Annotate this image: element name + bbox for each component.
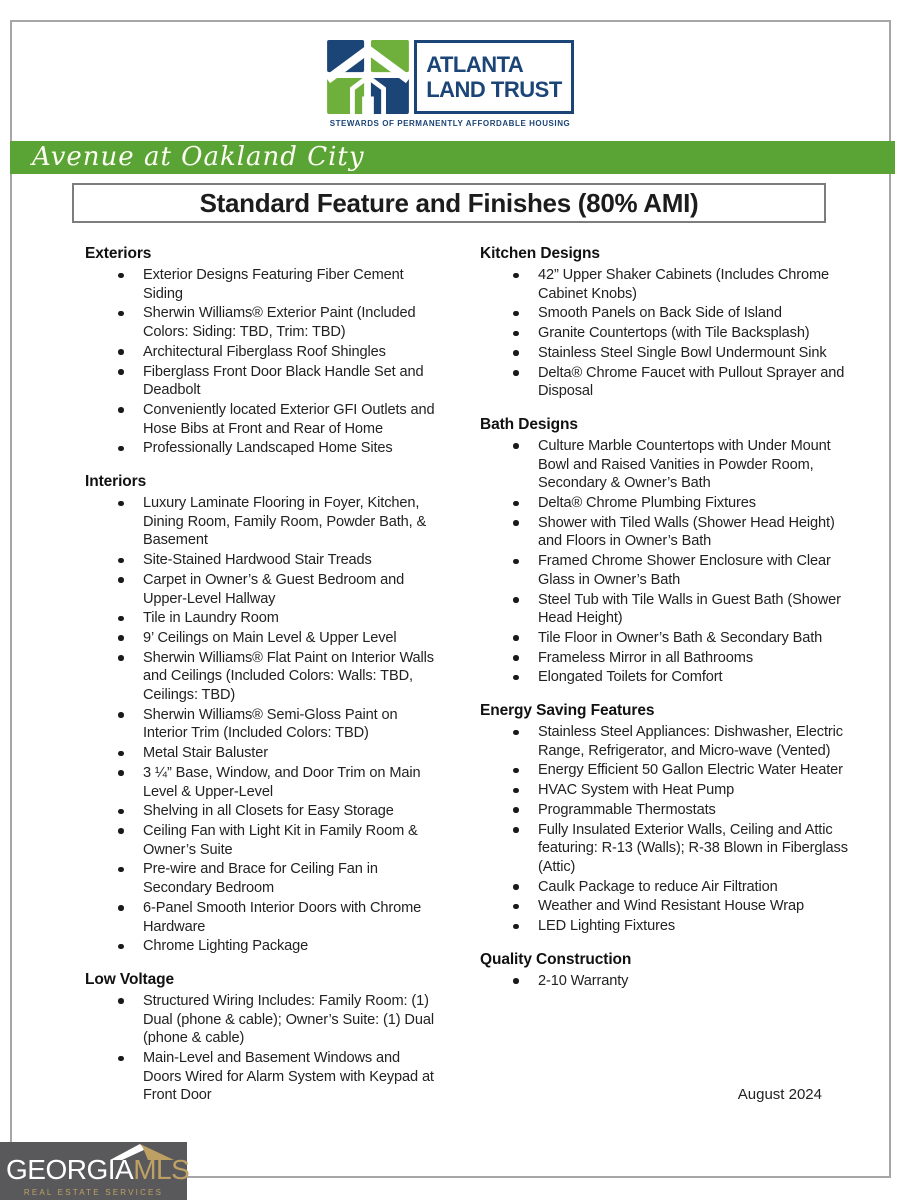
feature-item: Architectural Fiberglass Roof Shingles xyxy=(85,343,439,362)
feature-item: 9’ Ceilings on Main Level & Upper Level xyxy=(85,629,439,648)
left-column xyxy=(85,244,439,1106)
feature-list xyxy=(480,437,848,687)
feature-section xyxy=(85,971,439,1105)
section-heading: Kitchen Designs xyxy=(480,245,600,262)
feature-item: Elongated Toilets for Comfort xyxy=(480,668,848,687)
feature-item: Delta® Chrome Faucet with Pullout Sprayer and Disposal xyxy=(480,364,848,401)
feature-item: Framed Chrome Shower Enclosure with Clear Glass in Owner’s Bath xyxy=(480,552,848,589)
feature-item: 6-Panel Smooth Interior Doors with Chrome Hardware xyxy=(85,899,439,936)
atlanta-land-trust-logo xyxy=(0,40,900,128)
feature-list xyxy=(85,266,439,458)
feature-item: Pre-wire and Brace for Ceiling Fan in Secondary Bedroom xyxy=(85,860,439,897)
feature-section xyxy=(480,416,848,687)
feature-item: Frameless Mirror in all Bathrooms xyxy=(480,649,848,668)
mls-wordmark-mls: MLS xyxy=(133,1154,190,1185)
feature-item: Structured Wiring Includes: Family Room: (1) Dual (phone & cable); Owner’s Suite: (1) Dual (phone & cable) xyxy=(85,992,439,1048)
feature-list xyxy=(85,992,439,1105)
logo-tagline: STEWARDS OF PERMANENTLY AFFORDABLE HOUSING xyxy=(329,119,571,128)
section-heading: Low Voltage xyxy=(85,970,175,988)
feature-item: Sherwin Williams® Semi-Gloss Paint on Interior Trim (Included Colors: TBD) xyxy=(85,706,439,743)
feature-item: Shelving in all Closets for Easy Storage xyxy=(85,802,439,821)
feature-section xyxy=(480,951,848,991)
community-banner xyxy=(10,141,895,174)
feature-item: Professionally Landscaped Home Sites xyxy=(85,439,439,458)
feature-item: Tile in Laundry Room xyxy=(85,609,439,628)
feature-item: Exterior Designs Featuring Fiber Cement Siding xyxy=(85,266,439,303)
feature-section xyxy=(85,245,439,458)
feature-item: Chrome Lighting Package xyxy=(85,937,439,956)
community-name: Avenue at Oakland City xyxy=(32,142,365,172)
feature-item: Conveniently located Exterior GFI Outlets and Hose Bibs at Front and Rear of Home xyxy=(85,401,439,438)
feature-item: Sherwin Williams® Flat Paint on Interior Walls and Ceilings (Included Colors: Walls: TBD, Ceilings: TBD) xyxy=(85,649,439,705)
feature-section xyxy=(480,702,848,936)
feature-item: Main-Level and Basement Windows and Doors Wired for Alarm System with Keypad at Front Door xyxy=(85,1049,439,1105)
feature-item: Site-Stained Hardwood Stair Treads xyxy=(85,551,439,570)
feature-item: Fiberglass Front Door Black Handle Set and Deadbolt xyxy=(85,363,439,400)
page-title-box xyxy=(72,183,826,223)
mls-wordmark xyxy=(6,1156,189,1184)
logo-wordmark-line1: ATLANTA xyxy=(426,52,524,77)
feature-list xyxy=(480,266,848,401)
right-column xyxy=(480,244,848,992)
section-heading: Interiors xyxy=(85,473,147,491)
feature-item: Delta® Chrome Plumbing Fixtures xyxy=(480,494,848,513)
mls-wordmark-georgia: GEORGIA xyxy=(6,1154,134,1185)
section-heading: Energy Saving Features xyxy=(480,702,655,720)
footer-date: August 2024 xyxy=(737,1086,822,1103)
feature-item: Weather and Wind Resistant House Wrap xyxy=(480,897,848,916)
feature-item: Stainless Steel Appliances: Dishwasher, Electric Range, Refrigerator, and Micro-wave (Vented) xyxy=(480,723,848,760)
feature-item: Smooth Panels on Back Side of Island xyxy=(480,304,848,323)
section-heading: Exteriors xyxy=(85,245,152,262)
feature-list xyxy=(480,723,848,936)
feature-item: 42” Upper Shaker Cabinets (Includes Chrome Cabinet Knobs) xyxy=(480,266,848,303)
feature-item: Steel Tub with Tile Walls in Guest Bath (Shower Head Height) xyxy=(480,591,848,628)
feature-list xyxy=(480,972,848,991)
feature-item: Programmable Thermostats xyxy=(480,801,848,820)
section-heading: Quality Construction xyxy=(480,950,632,968)
feature-item: Luxury Laminate Flooring in Foyer, Kitchen, Dining Room, Family Room, Powder Bath, & Basement xyxy=(85,494,439,550)
feature-item: Energy Efficient 50 Gallon Electric Water Heater xyxy=(480,761,848,780)
feature-item: LED Lighting Fixtures xyxy=(480,917,848,936)
feature-item: 3 ¼” Base, Window, and Door Trim on Main Level & Upper-Level xyxy=(85,764,439,801)
mls-tagline: REAL ESTATE SERVICES xyxy=(23,1188,164,1197)
page-title: Standard Feature and Finishes (80% AMI) xyxy=(199,187,699,218)
feature-item: Fully Insulated Exterior Walls, Ceiling and Attic featuring: R-13 (Walls); R-38 Blown in Fiberglass (Attic) xyxy=(480,821,848,877)
feature-item: Ceiling Fan with Light Kit in Family Room & Owner’s Suite xyxy=(85,822,439,859)
feature-item: Stainless Steel Single Bowl Undermount Sink xyxy=(480,344,848,363)
feature-item: HVAC System with Heat Pump xyxy=(480,781,848,800)
feature-section xyxy=(85,473,439,956)
feature-item: Sherwin Williams® Exterior Paint (Included Colors: Siding: TBD, Trim: TBD) xyxy=(85,304,439,341)
feature-item: Granite Countertops (with Tile Backsplash) xyxy=(480,324,848,343)
logo-wordmark-box xyxy=(414,40,574,114)
feature-item: Caulk Package to reduce Air Filtration xyxy=(480,878,848,897)
logo-row xyxy=(326,40,574,114)
feature-list xyxy=(85,494,439,956)
feature-item: Culture Marble Countertops with Under Mount Bowl and Raised Vanities in Powder Room, Secondary & Owner’s Bath xyxy=(480,437,848,493)
feature-item: Shower with Tiled Walls (Shower Head Height) and Floors in Owner’s Bath xyxy=(480,514,848,551)
house-blocks-logo-icon xyxy=(326,40,410,114)
section-heading: Bath Designs xyxy=(480,415,578,433)
feature-item: Metal Stair Baluster xyxy=(85,744,439,763)
feature-item: Carpet in Owner’s & Guest Bedroom and Upper-Level Hallway xyxy=(85,571,439,608)
georgia-mls-logo xyxy=(0,1142,190,1200)
feature-section xyxy=(480,245,848,401)
feature-item: 2-10 Warranty xyxy=(480,972,848,991)
feature-item: Tile Floor in Owner’s Bath & Secondary Bath xyxy=(480,629,848,648)
logo-wordmark-line2: LAND TRUST xyxy=(426,77,562,102)
